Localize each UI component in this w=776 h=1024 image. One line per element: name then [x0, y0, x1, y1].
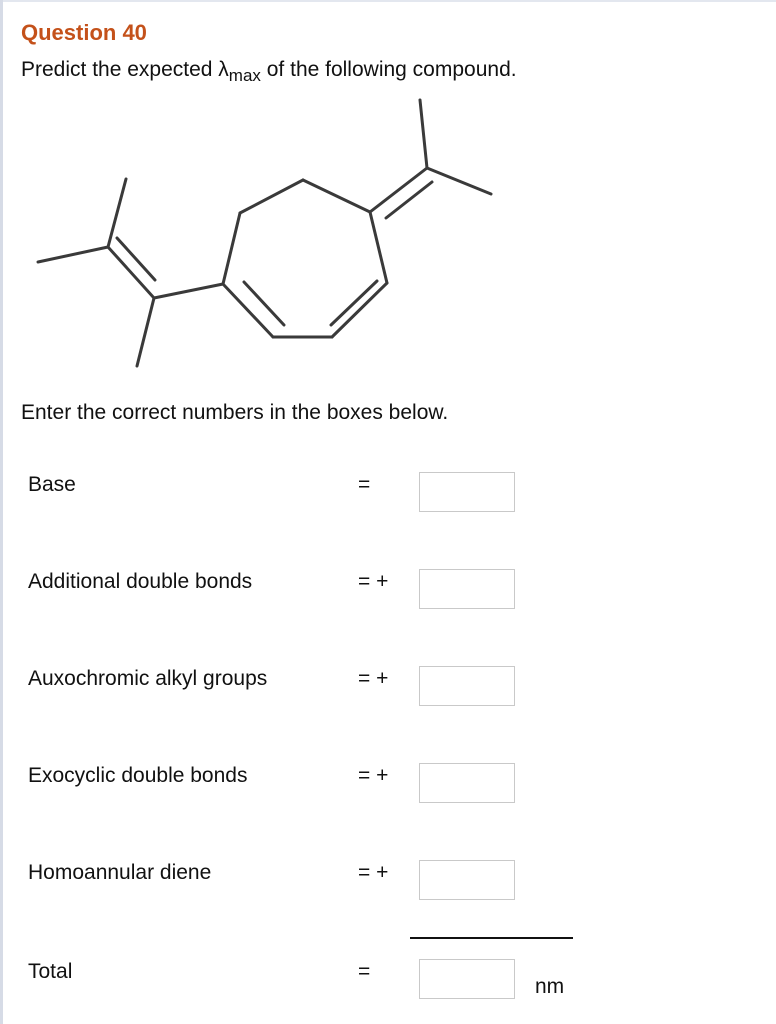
row-label: Total	[28, 960, 73, 983]
row-label: Base	[28, 473, 76, 496]
left-methyl-down	[137, 298, 154, 366]
row-operator: = +	[358, 667, 389, 690]
left-methyl-side	[38, 247, 108, 262]
row-total	[0, 959, 776, 1001]
left-alkene-bond-inner	[117, 238, 155, 280]
row-homoannular-diene	[0, 860, 776, 902]
row-exocyclic-double-bonds	[0, 763, 776, 805]
row-operator: = +	[358, 861, 389, 884]
row-operator: = +	[358, 764, 389, 787]
row-label: Additional double bonds	[28, 570, 253, 593]
sum-divider-line	[410, 937, 573, 939]
ring-bond-top	[240, 180, 303, 213]
row-additional-double-bonds	[0, 569, 776, 611]
additional-double-bonds-input[interactable]	[419, 569, 515, 609]
exocyclic-double-bonds-input[interactable]	[419, 763, 515, 803]
question-title: Question 40	[21, 20, 147, 45]
row-operator: =	[358, 473, 371, 496]
ring-bond-left	[223, 213, 240, 284]
ring-bond-lower-right	[332, 283, 387, 337]
row-operator: =	[358, 960, 371, 983]
prompt-subscript-max: max	[228, 66, 261, 85]
auxochromic-alkyl-groups-input[interactable]	[419, 666, 515, 706]
ring-double-bond-inner-left	[244, 282, 284, 325]
prompt-text-before: Predict the expected λ	[21, 58, 229, 81]
row-label: Homoannular diene	[28, 861, 212, 884]
homoannular-diene-input[interactable]	[419, 860, 515, 900]
total-input[interactable]	[419, 959, 515, 999]
row-base	[0, 472, 776, 514]
ring-bond-upper-right	[303, 180, 370, 212]
instruction-text: Enter the correct numbers in the boxes below.	[21, 401, 449, 424]
ring-double-bond-inner-right	[331, 281, 377, 325]
compound-structure	[30, 95, 500, 375]
frame-top-border	[0, 0, 776, 2]
exocyclic-bond-left	[154, 284, 223, 298]
row-auxochromic-alkyl-groups	[0, 666, 776, 708]
base-input[interactable]	[419, 472, 515, 512]
total-unit: nm	[535, 975, 565, 998]
right-methyl-up	[420, 100, 427, 168]
ring-bond-lower-left	[223, 284, 273, 337]
row-label: Auxochromic alkyl groups	[28, 667, 268, 690]
right-alkene-bond	[370, 168, 427, 212]
row-label: Exocyclic double bonds	[28, 764, 248, 787]
ring-bond-right	[370, 212, 387, 283]
prompt-text-after: of the following compound.	[260, 58, 517, 81]
question-prompt	[21, 58, 517, 86]
right-methyl-side	[427, 168, 491, 194]
row-operator: = +	[358, 570, 389, 593]
right-alkene-bond-inner	[386, 182, 432, 218]
